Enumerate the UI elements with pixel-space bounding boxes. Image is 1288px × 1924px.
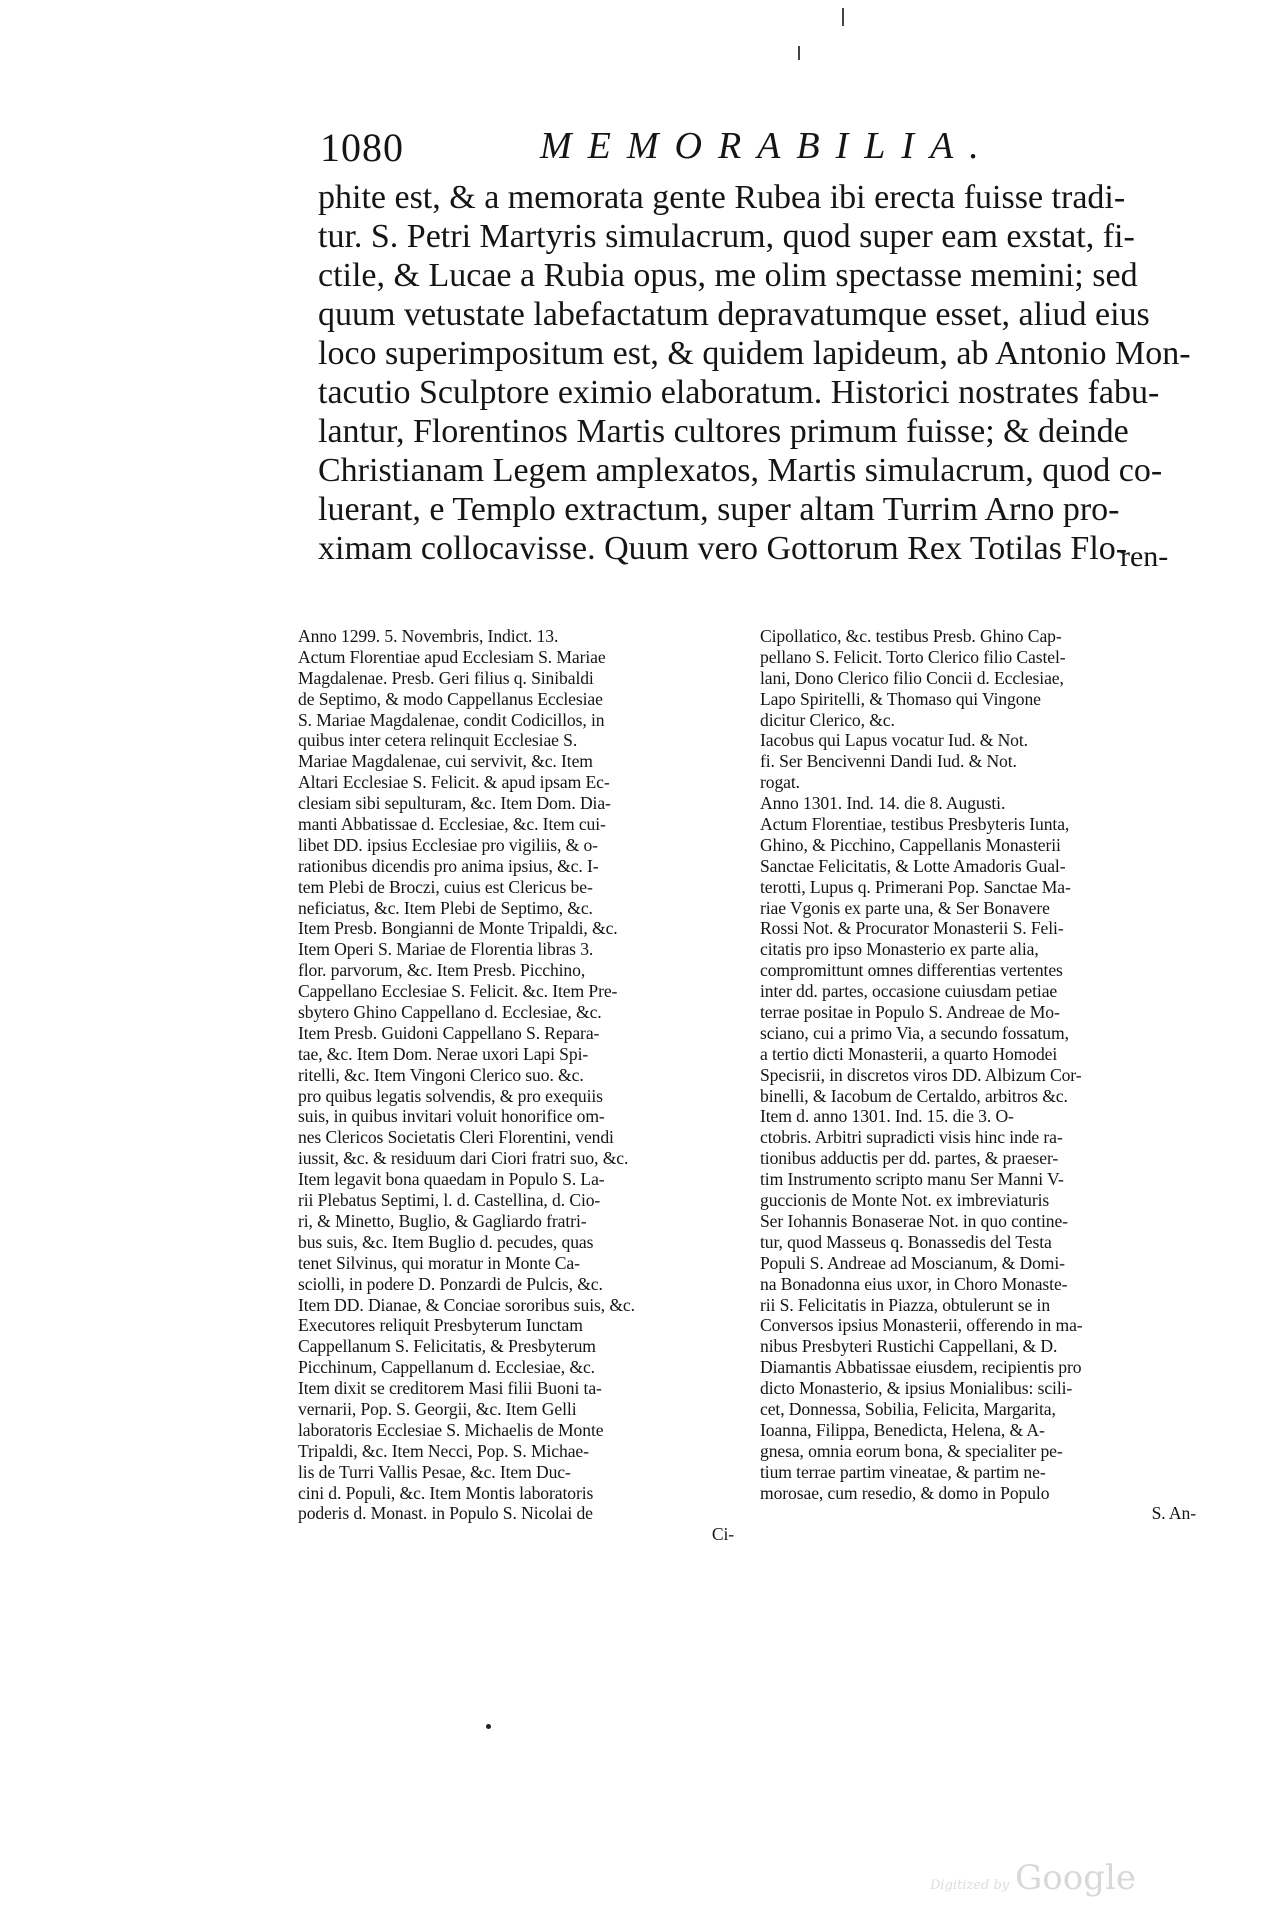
footnote-column-left [298,626,734,1545]
footnote-line: Mariae Magdalenae, cui servivit, &c. Item [298,751,593,772]
footnote-line: iussit, &c. & residuum dari Ciori fratri suo, &c. [298,1148,629,1169]
footnote-line: ctobris. Arbitri supradicti visis hinc inde ra- [760,1127,1063,1148]
catchword: S. An- [1151,1503,1196,1524]
footnote-line: inter dd. partes, occasione cuiusdam petiae [760,981,1058,1002]
footnote-line: nes Clericos Societatis Cleri Florentini, vendi [298,1127,614,1148]
footnote-line: ri, & Minetto, Buglio, & Gagliardo fratri- [298,1210,587,1231]
footnote-line: dicitur Clerico, &c. [760,709,895,730]
footnote-line: rii S. Felicitatis in Piazza, obtulerunt se in [760,1294,1051,1315]
footnote-line: Actum Florentiae apud Ecclesiam S. Mariae [298,646,606,667]
footnote-line: cet, Donnessa, Sobilia, Felicita, Margarita, [760,1398,1056,1419]
footnote-line: tim Instrumento scripto manu Ser Manni V- [760,1169,1064,1190]
footnote-line: Item dixit se creditorem Masi filii Buoni ta- [298,1378,602,1399]
text-line: phite est, & a memorata gente Rubea ibi erecta fuisse tradi- [318,179,1126,216]
footnote-line: terotti, Lupus q. Primerani Pop. Sanctae Ma- [760,876,1071,897]
footnote-line: Executores reliquit Presbyterum Iunctam [298,1315,583,1336]
footnote-line: de Septimo, & modo Cappellanus Ecclesiae [298,688,603,709]
text-line: tacutio Sculptore eximio elaboratum. Historici nostrates fabu- [318,374,1160,411]
text-line: loco superimpositum est, & quidem lapideum, ab Antonio Mon- [318,335,1191,372]
footnote-line: tionibus adductis per dd. partes, & praeser- [760,1148,1059,1169]
footnote-line: morosae, cum resedio, & domo in Populo [760,1482,1050,1503]
footnote-line: guccionis de Monte Not. ex imbreviaturis [760,1190,1050,1211]
footnote-line: Anno 1299. 5. Novembris, Indict. 13. [298,626,559,646]
footnote-line: Lapo Spiritelli, & Thomaso qui Vingone [760,688,1041,709]
footnote-line: laboratoris Ecclesiae S. Michaelis de Monte [298,1419,604,1440]
footnote-line: Tripaldi, &c. Item Necci, Pop. S. Michae- [298,1440,589,1461]
footnote-line: Rossi Not. & Procurator Monasterii S. Feli- [760,918,1064,939]
footnote-line: Specisrii, in discretos viros DD. Albizum Cor- [760,1064,1082,1085]
footnote-line: Ioanna, Filippa, Benedicta, Helena, & A- [760,1419,1045,1440]
footnote-line: ritelli, &c. Item Vingoni Clerico suo. &c. [298,1064,584,1085]
page-header [320,124,995,174]
footnote-line: Item DD. Dianae, & Conciae sororibus suis, &c. [298,1294,635,1315]
footnote-line: libet DD. ipsius Ecclesiae pro vigiliis, & o- [298,834,598,855]
main-text-block [318,178,1198,568]
footnote-line: pro quibus legatis solvendis, & pro exequiis [298,1085,603,1106]
footnote-line: Item d. anno 1301. Ind. 15. die 3. O- [760,1106,1014,1127]
text-line: ctile, & Lucae a Rubia opus, me olim spectasse memini; sed [318,257,1138,294]
footnote-line: sciolli, in podere D. Ponzardi de Pulcis, &c. [298,1273,603,1294]
catchword: Ci- [711,1524,734,1545]
footnote-line: rii Plebatus Septimi, l. d. Castellina, d. Cio- [298,1190,601,1211]
footnote-line: a tertio dicti Monasterii, a quarto Homodei [760,1043,1058,1064]
footnote-line: dicto Monasterio, & ipsius Monialibus: scili- [760,1378,1073,1399]
footnote-line: fi. Ser Bencivenni Dandi Iud. & Not. [760,751,1017,772]
footnote-line: Ghino, & Picchino, Cappellanis Monasterii [760,834,1061,855]
footnote-line: Item legavit bona quaedam in Populo S. La- [298,1169,605,1190]
footnote-line: sbytero Ghino Cappellano d. Ecclesiae, &c. [298,1002,602,1023]
footnote-line: sciano, cui a primo Via, a secundo fossatum, [760,1022,1069,1043]
footnote-column-right [760,626,1196,1524]
footnote-line: tae, &c. Item Dom. Nerae uxori Lapi Spi- [298,1043,589,1064]
footnote-line: compromittunt omnes differentias vertentes [760,960,1063,981]
text-line: luerant, e Templo extractum, super altam Turrim Arno pro- [318,491,1120,528]
footnote-line: Actum Florentiae, testibus Presbyteris Iunta, [760,814,1070,835]
footnote-line: cini d. Populi, &c. Item Montis laboratoris [298,1482,594,1503]
footnote-line: Item Presb. Guidoni Cappellano S. Repara- [298,1022,600,1043]
footnote-line: tium terrae partim vineatae, & partim ne- [760,1461,1046,1482]
text-line: lantur, Florentinos Martis cultores primum fuisse; & deinde [318,413,1129,450]
page-number: 1080 [320,125,404,170]
footnote-line: pellano S. Felicit. Torto Clerico filio Castel- [760,646,1066,667]
footnote-line: nibus Presbyteri Rustichi Cappellani, & D. [760,1336,1058,1357]
footnote-line: lani, Dono Clerico filio Concii d. Ecclesiae, [760,667,1064,688]
footnote-line: Conversos ipsius Monasterii, offerendo in ma- [760,1315,1083,1336]
text-line: ximam collocavisse. Quum vero Gottorum Rex Totilas Flo- [318,530,1128,567]
footnote-line: Magdalenae. Presb. Geri filius q. Sinibaldi [298,667,594,688]
footnote-line: bus suis, &c. Item Buglio d. pecudes, quas [298,1231,594,1252]
watermark-prefix: Digitized by [930,1878,1010,1893]
footnote-line: Anno 1301. Ind. 14. die 8. Augusti. [760,793,1006,814]
scan-mark [842,8,844,26]
text-line: Christianam Legem amplexatos, Martis simulacrum, quod co- [318,452,1163,489]
footnote-line: S. Mariae Magdalenae, condit Codicillos, in [298,709,605,730]
footnote-line: tur, quod Masseus q. Bonassedis del Testa [760,1231,1052,1252]
text-line: tur. S. Petri Martyris simulacrum, quod super eam exstat, fi- [318,218,1135,255]
footnote-line: Cappellanum S. Felicitatis, & Presbyterum [298,1336,596,1357]
footnote-line: citatis pro ipso Monasterio ex parte alia, [760,939,1039,960]
text-line: quum vetustate labefactatum depravatumque esset, aliud eius [318,296,1150,333]
footnote-line: manti Abbatissae d. Ecclesiae, &c. Item cui- [298,814,606,835]
footnote-line: Cappellano Ecclesiae S. Felicit. &c. Item Pre- [298,981,618,1002]
footnote-line: flor. parvorum, &c. Item Presb. Picchino, [298,960,586,981]
footnote-line: binelli, & Iacobum de Certaldo, arbitros &c. [760,1085,1068,1106]
footnote-line: rationibus dicendis pro anima ipsius, &c. I- [298,855,599,876]
footnote-line: lis de Turri Vallis Pesae, &c. Item Duc- [298,1461,571,1482]
footnote-line: tem Plebi de Broczi, cuius est Clericus be- [298,876,593,897]
main-catchword: ren- [1120,540,1169,573]
footnote-line: riae Vgonis ex parte una, & Ser Bonavere [760,897,1050,918]
scan-mark [798,46,800,60]
footnote-line: poderis d. Monast. in Populo S. Nicolai de [298,1503,593,1524]
scan-watermark [930,1858,1136,1898]
footnote-line: Picchinum, Cappellanum d. Ecclesiae, &c. [298,1357,595,1378]
footnote-line: Diamantis Abbatissae eiusdem, recipientis pro [760,1357,1082,1378]
footnote-line: quibus inter cetera relinquit Ecclesiae S. [298,730,578,751]
print-speck [486,1724,491,1729]
footnote-line: neficiatus, &c. Item Plebi de Septimo, &c. [298,897,593,918]
footnote-line: Ser Iohannis Bonaserae Not. in quo contine- [760,1210,1068,1231]
footnote-line: rogat. [760,772,800,793]
footnote-line: Item Operi S. Mariae de Florentia libras 3. [298,939,594,960]
footnote-line: vernarii, Pop. S. Georgii, &c. Item Gelli [298,1398,577,1419]
footnote-line: terrae positae in Populo S. Andreae de Mo- [760,1002,1060,1023]
footnote-line: clesiam sibi sepulturam, &c. Item Dom. Dia- [298,793,611,814]
footnote-line: gnesa, omnia eorum bona, & specialiter pe- [760,1440,1063,1461]
footnote-line: Altari Ecclesiae S. Felicit. & apud ipsam Ec- [298,772,610,793]
footnote-line: tenet Silvinus, qui moratur in Monte Ca- [298,1252,580,1273]
watermark-brand: Google [1015,1858,1136,1898]
footnote-line: Sanctae Felicitatis, & Lotte Amadoris Gual- [760,855,1066,876]
footnote-line: suis, in quibus invitari voluit honorifice om- [298,1106,605,1127]
running-title: MEMORABILIA. [540,125,995,167]
footnote-line: Iacobus qui Lapus vocatur Iud. & Not. [760,730,1028,751]
footnote-line: Populi S. Andreae ad Moscianum, & Domi- [760,1252,1065,1273]
footnote-line: Cipollatico, &c. testibus Presb. Ghino Cap- [760,626,1062,646]
footnote-line: Item Presb. Bongianni de Monte Tripaldi, &c. [298,918,618,939]
footnote-line: na Bonadonna eius uxor, in Choro Monaste- [760,1273,1068,1294]
